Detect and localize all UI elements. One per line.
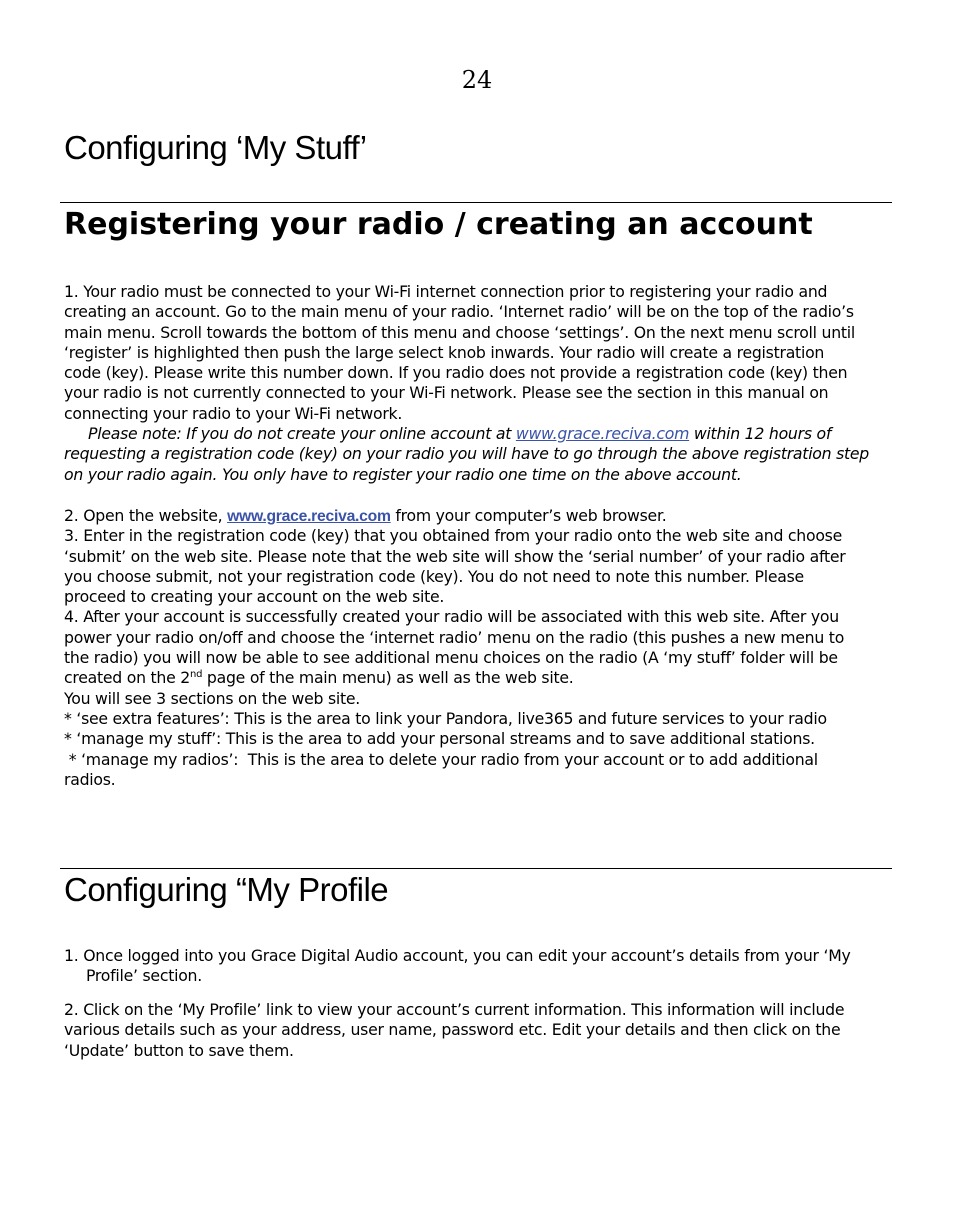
- bullet-item: * ‘manage my stuff’: This is the area to add your personal streams and to save additional stations.: [64, 729, 815, 749]
- note-line: on your radio again. You only have to register your radio one time on the above account.: [64, 464, 742, 484]
- step-text: created on the 2: [64, 668, 190, 688]
- text-line: 3. Enter in the registration code (key) that you obtained from your radio onto the web site and choose: [64, 526, 843, 546]
- text-line: various details such as your address, user name, password etc. Edit your details and then click on the: [64, 1020, 841, 1040]
- bullet-item: * ‘see extra features’: This is the area to link your Pandora, live365 and future services to your radio: [64, 708, 827, 728]
- text-line: [64, 668, 892, 688]
- text-line: code (key). Please write this number down. If you radio does not provide a registration code (key) then: [64, 363, 848, 383]
- profile-item-1: [64, 946, 892, 987]
- profile-item-2: [64, 1000, 892, 1061]
- text-line: 1. Your radio must be connected to your Wi-Fi internet connection prior to registering your radio and: [64, 282, 828, 301]
- text-line: you choose submit, not your registration code (key). You do not need to note this number. Please: [64, 566, 804, 586]
- heading-configuring-my-profile: Configuring “My Profile: [64, 871, 389, 908]
- section-divider: [60, 202, 892, 203]
- page-number: 24: [461, 66, 493, 94]
- text-line: ‘register’ is highlighted then push the large select knob inwards. Your radio will create a registration: [64, 342, 825, 362]
- bullet-item: radios.: [64, 769, 116, 789]
- ordinal-suffix: nd: [189, 669, 203, 681]
- text-line: 4. After your account is successfully created your radio will be associated with this web site. After you: [64, 607, 839, 627]
- text-line: ‘submit’ on the web site. Please note that the web site will show the ‘serial number’ of your radio after: [64, 546, 846, 566]
- text-line: power your radio on/off and choose the ‘internet radio’ menu on the radio (this pushes a new menu to: [64, 627, 845, 647]
- heading-configuring-my-stuff: Configuring ‘My Stuff’: [64, 129, 367, 166]
- text-line: You will see 3 sections on the web site.: [64, 688, 361, 708]
- text-line: the radio) you will now be able to see additional menu choices on the radio (A ‘my stuff’ folder will be: [64, 648, 838, 668]
- text-line: proceed to creating your account on the web site.: [64, 587, 445, 607]
- note-line: requesting a registration code (key) on your radio you will have to go through the above registration step: [64, 444, 870, 464]
- note-text: Please note: If you do not create your online account at: [88, 424, 516, 444]
- bullet-item: * ‘manage my radios’: This is the area to delete your radio from your account or to add additional: [64, 749, 818, 769]
- step-text: 2. Open the website,: [64, 506, 228, 525]
- note-text: within 12 hours of: [689, 424, 832, 444]
- reciva-website-link[interactable]: www.grace.reciva.com: [227, 508, 391, 525]
- text-line: 2. Click on the ‘My Profile’ link to view your account’s current information. This information will include: [64, 1000, 845, 1019]
- step-text: page of the main menu) as well as the web site.: [202, 668, 574, 688]
- registering-paragraph-1: [64, 282, 892, 485]
- text-line: your radio is not currently connected to your Wi-Fi network. Please see the section in this manual on: [64, 383, 829, 403]
- heading-registering: Registering your radio / creating an account: [64, 207, 813, 242]
- text-line: ‘Update’ button to save them.: [64, 1040, 294, 1060]
- note-line: [64, 424, 892, 444]
- text-line: main menu. Scroll towards the bottom of this menu and choose ‘settings’. On the next menu scroll until: [64, 322, 856, 342]
- step-2: [64, 506, 892, 526]
- step-text: from your computer’s web browser.: [390, 506, 667, 525]
- text-line: 1. Once logged into you Grace Digital Audio account, you can edit your account’s details from your ‘My: [64, 946, 851, 965]
- registering-steps: [64, 506, 892, 790]
- section-divider: [60, 868, 892, 869]
- text-line: creating an account. Go to the main menu of your radio. ‘Internet radio’ will be on the top of the radio’s: [64, 302, 854, 322]
- reciva-link[interactable]: www.grace.reciva.com: [515, 424, 690, 444]
- text-line: connecting your radio to your Wi-Fi network.: [64, 403, 403, 423]
- text-line: Profile’ section.: [86, 966, 202, 986]
